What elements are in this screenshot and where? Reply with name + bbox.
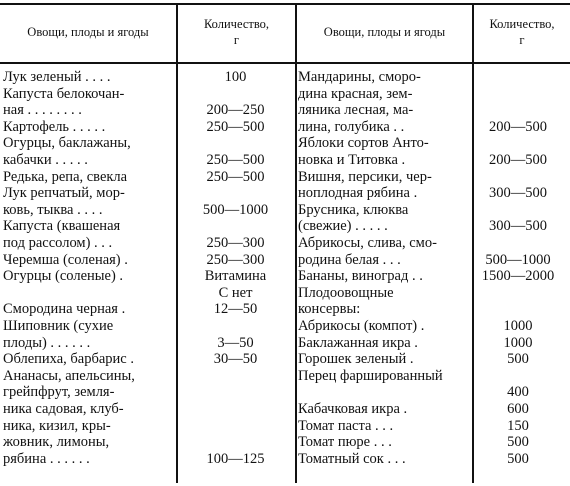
produce-right-cell: Яблоки сортов Анто- bbox=[298, 135, 429, 152]
produce-right-cell: Перец фаршированный bbox=[298, 367, 443, 384]
produce-left-cell: Огурцы (соленые) . bbox=[3, 268, 124, 285]
quantity-right-cell: 1500—2000 bbox=[481, 268, 555, 285]
quantity-left-cell: 200—250 bbox=[206, 102, 265, 119]
produce-left-cell: кабачки . . . . . bbox=[3, 152, 88, 168]
quantity-right-cell: 600 bbox=[507, 401, 529, 417]
produce-left-cell: Облепиха, барбарис . bbox=[3, 351, 134, 368]
quantity-left-cell: С нет bbox=[218, 284, 253, 301]
produce-right-cell: консервы: bbox=[298, 301, 361, 318]
header-col-quantity-left-line2: г bbox=[233, 33, 240, 47]
produce-left-cell: ника, кизил, кры- bbox=[3, 417, 111, 434]
produce-right-cell: Бананы, виноград . . bbox=[298, 268, 423, 285]
produce-left-cell: Ананасы, апельсины, bbox=[3, 367, 135, 384]
quantity-left-cell: 100 bbox=[224, 69, 247, 85]
produce-right-cell: лина, голубика . . bbox=[298, 118, 405, 135]
quantity-left-cell: Витамина bbox=[204, 268, 267, 285]
quantity-left-cell: 500—1000 bbox=[202, 201, 269, 218]
produce-left-cell: Лук репчатый, мор- bbox=[3, 185, 125, 202]
produce-left-cell: плоды) . . . . . . bbox=[3, 334, 91, 351]
produce-left-cell: Огурцы, баклажаны, bbox=[3, 135, 131, 152]
quantity-right-cell: 300—500 bbox=[489, 185, 547, 202]
produce-right-cell: ляника лесная, ма- bbox=[298, 102, 414, 119]
quantity-right-cell: 200—500 bbox=[489, 118, 547, 135]
produce-right-cell: новка и Титовка . bbox=[298, 152, 406, 168]
quantity-right-cell: 150 bbox=[507, 417, 529, 434]
produce-left-cell: Капуста (квашеная bbox=[3, 218, 121, 235]
quantity-left-cell: 250—500 bbox=[206, 168, 265, 185]
quantity-right-cell: 200—500 bbox=[489, 152, 547, 168]
header-bottom-rule bbox=[0, 62, 570, 64]
produce-right-cell: Горошек зеленый . bbox=[298, 351, 414, 368]
produce-right-cell: Мандарины, сморо- bbox=[298, 69, 421, 85]
produce-right-cell: родина белая . . . bbox=[298, 251, 401, 268]
quantity-left-cell: 250—300 bbox=[206, 251, 265, 268]
produce-left-cell: жовник, лимоны, bbox=[3, 434, 110, 451]
header-col-quantity-right-line2: г bbox=[519, 33, 525, 47]
produce-left-cell: рябина . . . . . . bbox=[3, 450, 90, 467]
produce-right-cell: Томатный сок . . . bbox=[298, 450, 406, 467]
quantity-left-cell: 3—50 bbox=[217, 334, 254, 351]
produce-right-cell: Брусника, клюква bbox=[298, 201, 409, 218]
quantity-left-cell: 12—50 bbox=[213, 301, 258, 318]
produce-left-cell: ковь, тыква . . . . bbox=[3, 201, 103, 218]
produce-left-cell: Капуста белокочан- bbox=[3, 85, 125, 102]
produce-right-cell: Абрикосы (компот) . bbox=[298, 318, 425, 334]
quantity-right-cell: 300—500 bbox=[489, 218, 547, 235]
header-col-quantity-left-line1: Количество, bbox=[203, 17, 270, 31]
produce-right-cell: ноплодная рябина . bbox=[298, 185, 418, 202]
top-rule bbox=[0, 3, 570, 5]
quantity-left-cell: 250—500 bbox=[206, 152, 265, 168]
header-col-quantity-left bbox=[178, 16, 295, 48]
produce-left-cell: ника садовая, клуб- bbox=[3, 401, 124, 417]
produce-right-cell: Баклажанная икра . bbox=[298, 334, 418, 351]
quantity-right-cell: 400 bbox=[507, 384, 529, 401]
produce-right-cell: (свежие) . . . . . bbox=[298, 218, 388, 235]
header-col-quantity-right-line1: Количество, bbox=[489, 17, 555, 31]
quantity-left-cell: 250—500 bbox=[206, 118, 265, 135]
quantity-right-cell: 500 bbox=[507, 351, 529, 368]
produce-right-cell: Абрикосы, слива, смо- bbox=[298, 235, 437, 251]
header-col-produce-right: Овощи, плоды и ягоды bbox=[323, 25, 446, 39]
quantity-right-cell: 1000 bbox=[503, 334, 533, 351]
column-divider-2 bbox=[295, 3, 297, 483]
produce-right-cell: Вишня, персики, чер- bbox=[298, 168, 432, 185]
quantity-right-cell: 1000 bbox=[503, 318, 533, 334]
header-col-quantity-right bbox=[474, 16, 570, 48]
produce-left-cell: Картофель . . . . . bbox=[3, 118, 106, 135]
quantity-left-cell: 100—125 bbox=[206, 450, 265, 467]
produce-right-cell: Томат паста . . . bbox=[298, 417, 394, 434]
quantity-left-cell: 30—50 bbox=[213, 351, 258, 368]
produce-left-cell: Черемша (соленая) . bbox=[3, 251, 128, 268]
produce-left-cell: Редька, репа, свекла bbox=[3, 168, 128, 185]
produce-left-cell: Шиповник (сухие bbox=[3, 318, 114, 334]
produce-left-cell: ная . . . . . . . . bbox=[3, 102, 82, 119]
quantity-right-cell: 500 bbox=[507, 434, 529, 451]
produce-right-cell: Кабачковая икра . bbox=[298, 401, 408, 417]
quantity-right-cell: 500 bbox=[507, 450, 529, 467]
produce-left-cell: под рассолом) . . . bbox=[3, 235, 113, 251]
header-col-produce-left: Овощи, плоды и ягоды bbox=[27, 25, 149, 39]
produce-left-cell: Лук зеленый . . . . bbox=[3, 69, 111, 85]
produce-right-cell: Плодоовощные bbox=[298, 284, 394, 301]
quantity-right-cell: 500—1000 bbox=[485, 251, 551, 268]
produce-right-cell: дина красная, зем- bbox=[298, 85, 413, 102]
produce-right-cell: Томат пюре . . . bbox=[298, 434, 392, 451]
produce-left-cell: грейпфрут, земля- bbox=[3, 384, 115, 401]
produce-left-cell: Смородина черная . bbox=[3, 301, 126, 318]
quantity-left-cell: 250—300 bbox=[206, 235, 265, 251]
